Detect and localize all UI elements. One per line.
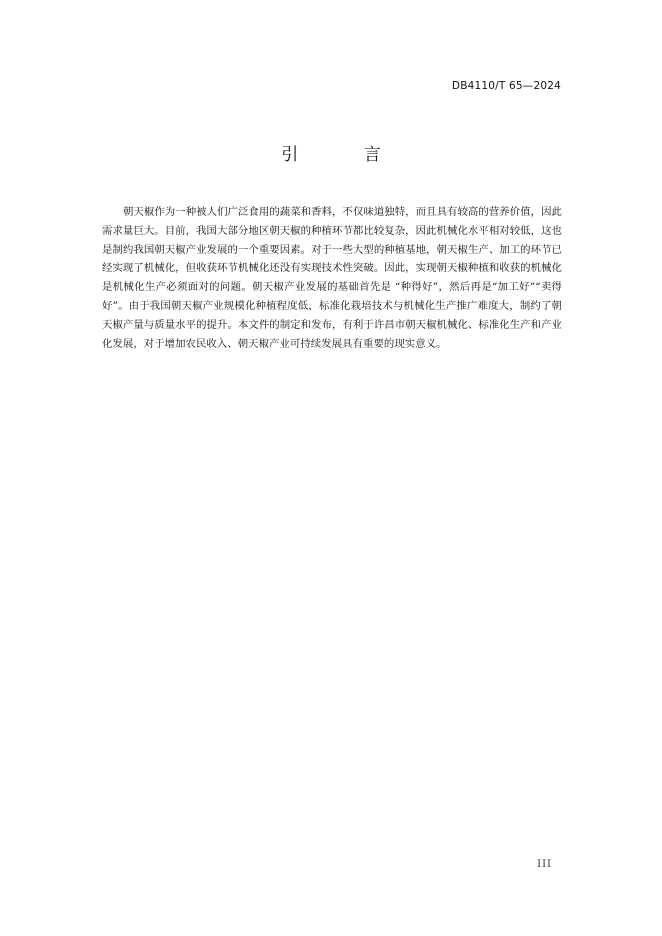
section-title: 引 言 bbox=[281, 145, 411, 165]
introduction-paragraph: 朝天椒作为一种被人们广泛食用的蔬菜和香料，不仅味道独特，而且具有较高的营养价值，因此需求量巨大。目前，我国大部分地区朝天椒的种植环节都比较复杂，因此机械化水平相对较低，这也是制约我国朝天椒产业发展的一个重要因素。对于一些大型的种植基地，朝天椒生产、加工的环节已经实现了机械化，但收获环节机械化还没有实现技术性突破。因此，实现朝天椒种植和收获的机械化是机械化生产必须面对的问题。朝天椒产业发展的基础首先是 “种得好”，然后再是“加工好”“卖得好”。由于我国朝天椒产业规模化种植程度低，标准化栽培技术与机械化生产推广难度大，制约了朝天椒产量与质量水平的提升。本文件的制定和发布，有利于许昌市朝天椒机械化、标准化生产和产业化发展，对于增加农民收入、朝天椒产业可持续发展具有重要的现实意义。 bbox=[102, 206, 562, 350]
document-code: DB4110/T 65—2024 bbox=[451, 80, 561, 92]
page-number: III bbox=[537, 859, 552, 870]
